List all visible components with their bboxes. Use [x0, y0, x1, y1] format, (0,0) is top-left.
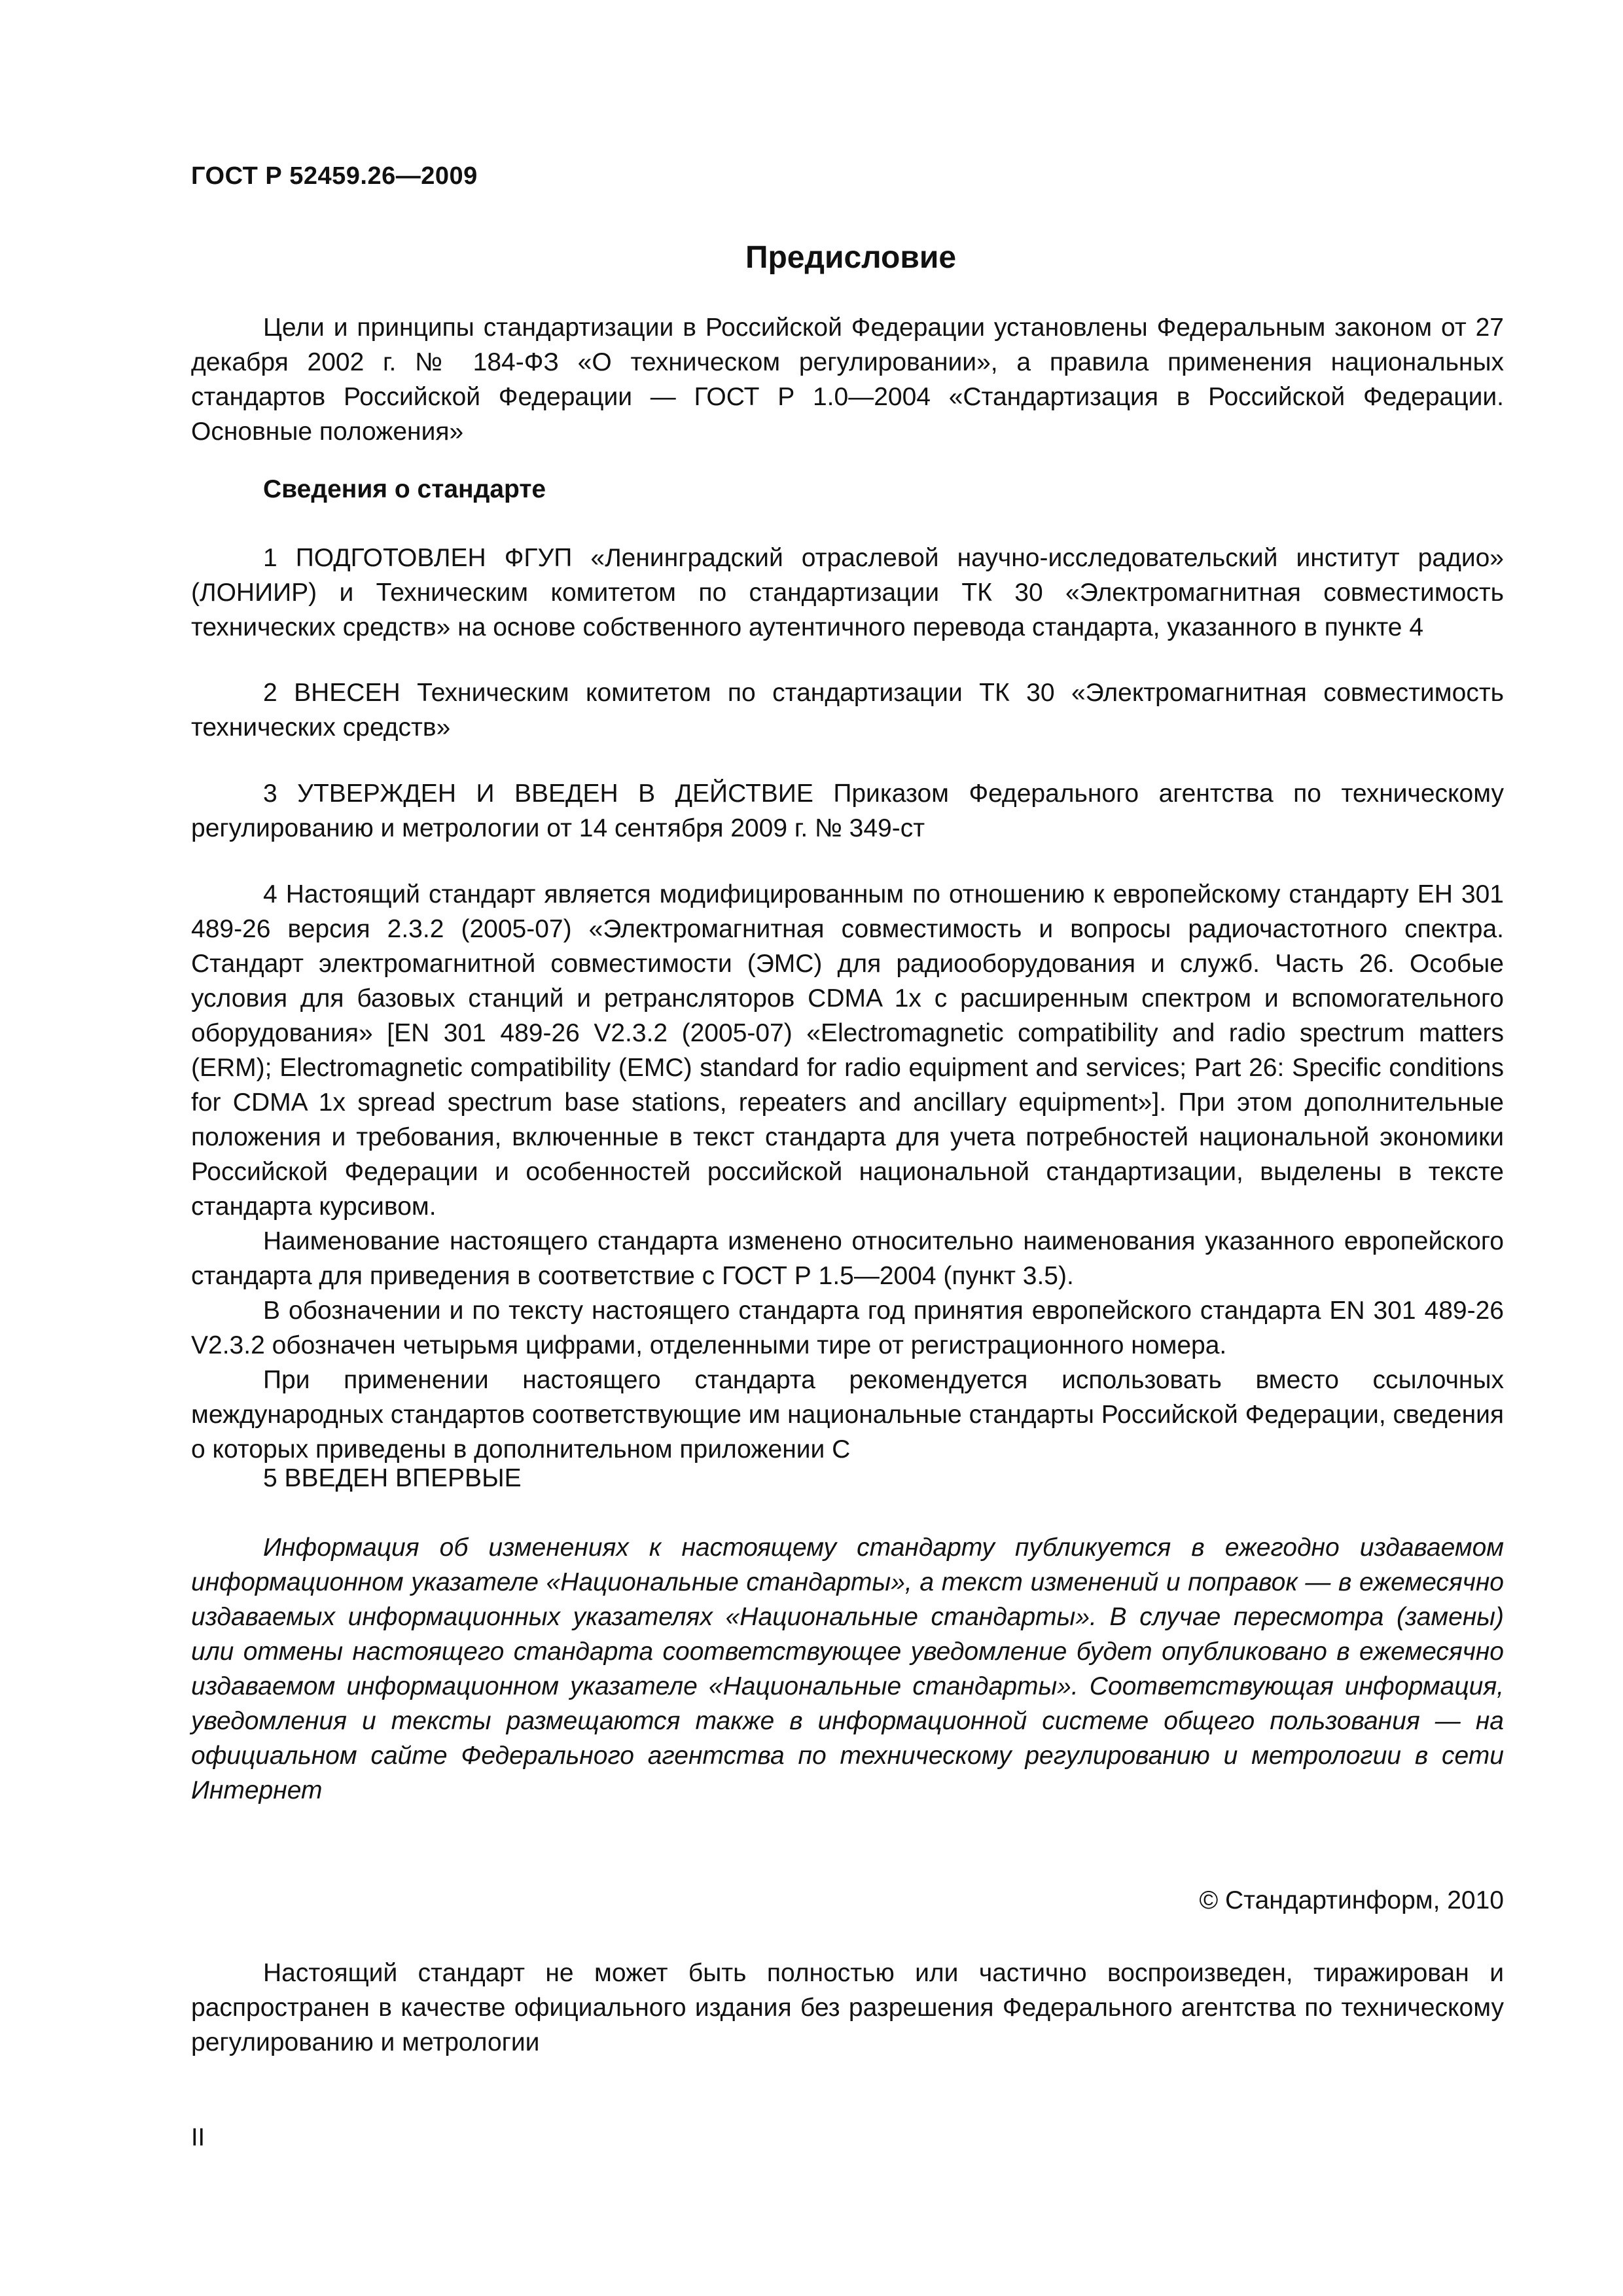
item-1-block	[191, 541, 1504, 645]
page-title: Предисловие	[745, 240, 957, 275]
item-5-paragraph: 5 ВВЕДЕН ВПЕРВЫЕ	[263, 1464, 522, 1492]
item-4-paragraph-1: 4 Настоящий стандарт является модифицированным по отношению к европейскому стандарту ЕН 301 489-26 версия 2.3.2 (2005-07) «Электромагнитная совместимость и вопросы радиочастотного спектра. Стандарт электромагнитной совместимости (ЭМС) для радиооборудования и служб. Часть 26. Особые условия для базовых станций и ретрансляторов CDMA 1x с расширенным спектром и вспомогательного оборудования» [EN 301 489-26 V2.3.2 (2005-07) «Electromagnetic compatibility and radio spectrum matters (ERM); Electromagnetic compatibility (EMC) standard for radio equipment and services; Part 26: Specific conditions for CDMA 1x spread spectrum base stations, repeaters and ancillary equipment»]. При этом дополнительные положения и требования, включенные в текст стандарта для учета потребностей национальной экономики Российской Федерации и особенностей российской национальной стандартизации, выделены в тексте стандарта курсивом.	[191, 880, 1504, 1221]
item-2-block	[191, 675, 1504, 745]
item-3-paragraph: 3 УТВЕРЖДЕН И ВВЕДЕН В ДЕЙСТВИЕ Приказом Федерального агентства по техническому регулированию и метрологии от 14 сентября 2009 г. № 349-ст	[191, 780, 1504, 842]
copyright-line: © Стандартинформ, 2010	[1199, 1886, 1504, 1914]
section-subheading: Сведения о стандарте	[263, 475, 546, 503]
intro-block	[191, 310, 1504, 449]
info-notice-block	[191, 1530, 1504, 1808]
item-3-block	[191, 776, 1504, 846]
item-1-paragraph: 1 ПОДГОТОВЛЕН ФГУП «Ленинградский отраслевой научно-исследовательский институт радио» (ЛОНИИР) и Техническим комитетом по стандартизации ТК 30 «Электромагнитная совместимость технических средств» на основе собственного аутентичного перевода стандарта, указанного в пункте 4	[191, 544, 1504, 641]
item-4-block	[191, 877, 1504, 1467]
item-4-paragraph-4: При применении настоящего стандарта рекомендуется использовать вместо ссылочных международных стандартов соответствующие им национальные стандарты Российской Федерации, сведения о которых приведены в дополнительном приложении С	[191, 1366, 1505, 1463]
reproduction-notice-paragraph: Настоящий стандарт не может быть полностью или частично воспроизведен, тиражирован и распространен в качестве официального издания без разрешения Федерального агентства по техническому регулированию и метрологии	[191, 1959, 1504, 2056]
item-4-paragraph-2: Наименование настоящего стандарта изменено относительно наименования указанного европейского стандарта для приведения в соответствие с ГОСТ Р 1.5—2004 (пункт 3.5).	[191, 1227, 1504, 1290]
item-5-block	[191, 1461, 1504, 1496]
reproduction-notice-block	[191, 1956, 1504, 2060]
item-4-paragraph-3: В обозначении и по тексту настоящего стандарта год принятия европейского стандарта EN 301 489-26 V2.3.2 обозначен четырьмя цифрами, отделенными тире от регистрационного номера.	[191, 1297, 1504, 1359]
intro-paragraph: Цели и принципы стандартизации в Российской Федерации установлены Федеральным законом от 27 декабря 2002 г. № 184-ФЗ «О техническом регулировании», а правила применения национальных стандартов Российской Федерации — ГОСТ Р 1.0—2004 «Стандартизация в Российской Федерации. Основные положения»	[191, 314, 1504, 446]
document-code: ГОСТ Р 52459.26—2009	[191, 162, 478, 190]
info-notice-paragraph: Информация об изменениях к настоящему стандарту публикуется в ежегодно издаваемом информационном указателе «Национальные стандарты», а текст изменений и поправок — в ежемесячно издаваемых информационных указателях «Национальные стандарты». В случае пересмотра (замены) или отмены настоящего стандарта соответствующее уведомление будет опубликовано в ежемесячно издаваемом информационном указателе «Национальные стандарты». Соответствующая информация, уведомления и тексты размещаются также в информационной системе общего пользования — на официальном сайте Федерального агентства по техническому регулированию и метрологии в сети Интернет	[191, 1534, 1504, 1804]
item-2-paragraph: 2 ВНЕСЕН Техническим комитетом по стандартизации ТК 30 «Электромагнитная совместимость технических средств»	[191, 679, 1504, 742]
page-number: II	[191, 2124, 205, 2151]
